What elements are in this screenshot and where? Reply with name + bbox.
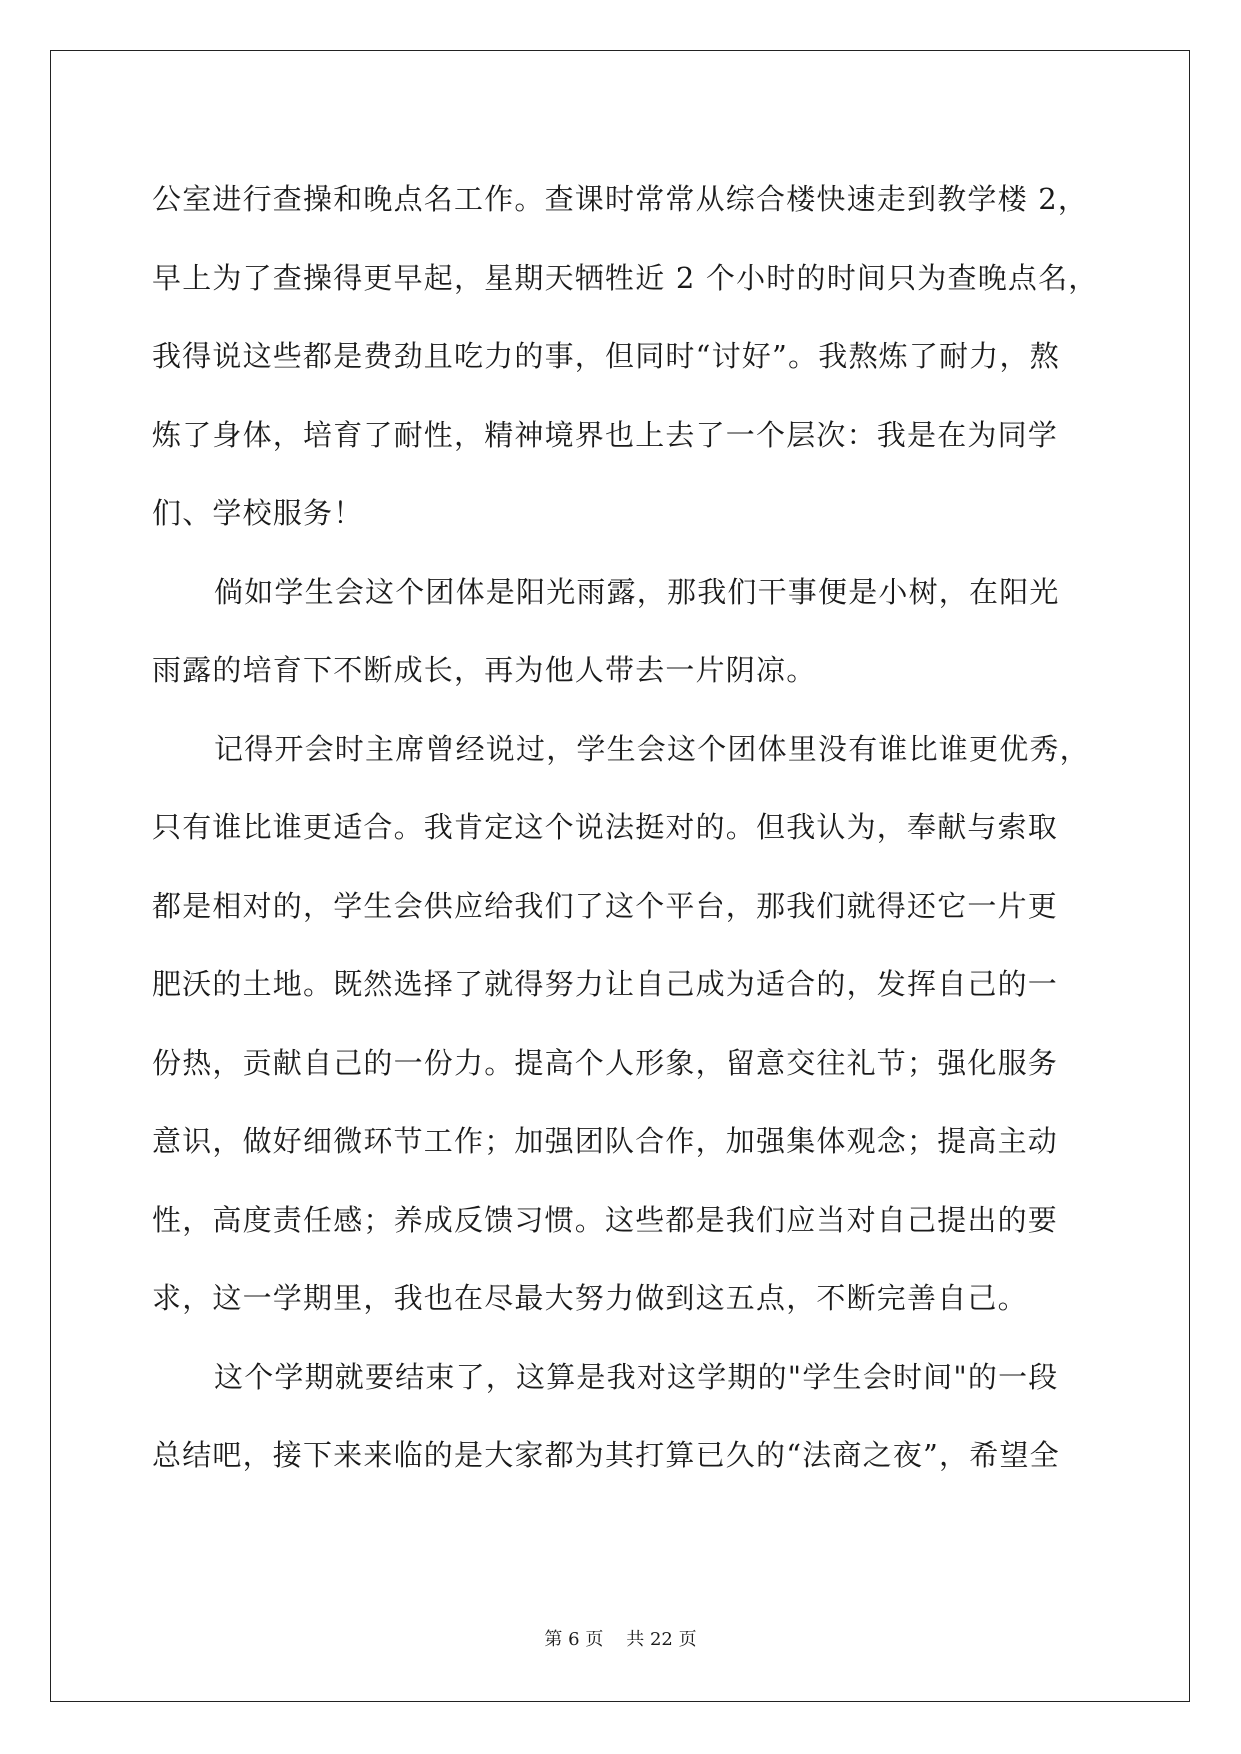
text-line: 早上为了查操得更早起，星期天牺牲近 2 个小时的时间只为查晚点名， <box>152 260 1099 295</box>
text-line: 性，高度责任感；养成反馈习惯。这些都是我们应当对自己提出的要 <box>152 1202 1059 1237</box>
text-line: 炼了身体，培育了耐性，精神境界也上去了一个层次：我是在为同学 <box>152 417 1059 452</box>
text-line: 公室进行查操和晚点名工作。查课时常常从综合楼快速走到教学楼 2， <box>152 182 1089 216</box>
text-line: 意识，做好细微环节工作；加强团队合作，加强集体观念；提高主动 <box>152 1124 1059 1158</box>
text-line: 求，这一学期里，我也在尽最大努力做到这五点，不断完善自己。 <box>152 1281 1028 1315</box>
page-footer <box>0 1625 1241 1651</box>
paragraph-first-line: 倘如学生会这个团体是阳光雨露，那我们干事便是小树，在阳光 <box>214 574 1060 609</box>
text-line: 只有谁比谁更适合。我肯定这个说法挺对的。但我认为，奉献与索取 <box>152 810 1059 844</box>
text-line: 肥沃的土地。既然选择了就得努力让自己成为适合的，发挥自己的一 <box>152 967 1059 1001</box>
document-body <box>152 160 1099 1495</box>
text-line: 都是相对的，学生会供应给我们了这个平台，那我们就得还它一片更 <box>152 888 1059 923</box>
text-line: 雨露的培育下不断成长，再为他人带去一片阴凉。 <box>152 653 817 687</box>
page-total: 共 22 页 <box>626 1629 697 1650</box>
text-line: 总结吧，接下来来临的是大家都为其打算已久的“法商之夜”，希望全 <box>152 1438 1060 1472</box>
text-line: 们、学校服务！ <box>152 496 364 530</box>
text-line: 份热，贡献自己的一份力。提高个人形象，留意交往礼节；强化服务 <box>152 1045 1059 1080</box>
paragraph-first-line: 记得开会时主席曾经说过，学生会这个团体里没有谁比谁更优秀， <box>214 731 1090 766</box>
page-number: 第 6 页 <box>544 1629 604 1650</box>
text-line: 我得说这些都是费劲且吃力的事，但同时“讨好”。我熬炼了耐力，熬 <box>152 339 1060 373</box>
paragraph-first-line: 这个学期就要结束了，这算是我对这学期的"学生会时间"的一段 <box>214 1359 1059 1394</box>
